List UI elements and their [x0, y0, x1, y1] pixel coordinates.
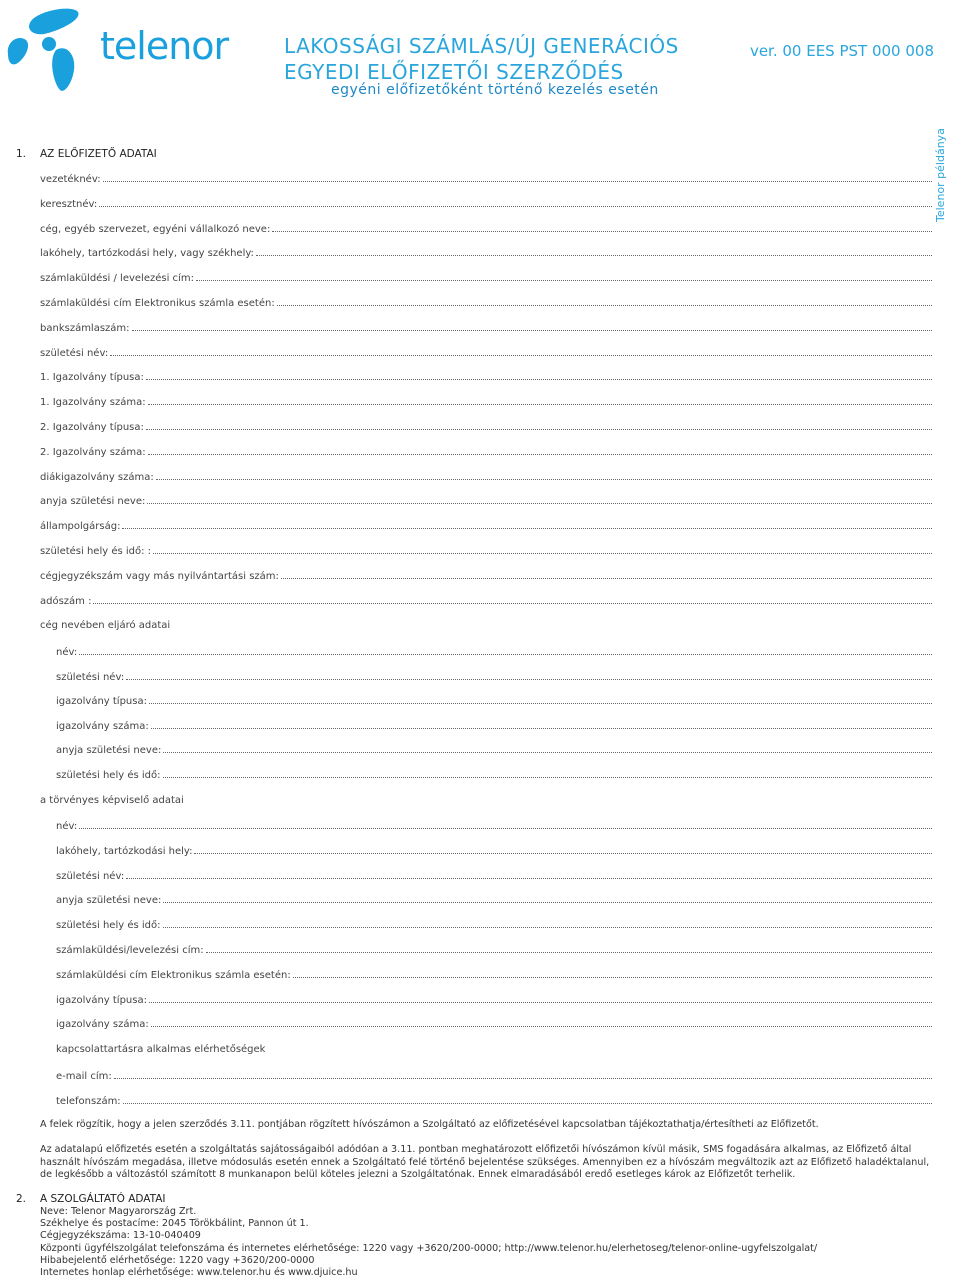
field-label: számlaküldési / levelezési cím: — [40, 273, 194, 285]
form-field[interactable] — [56, 843, 932, 857]
form-field[interactable] — [40, 419, 932, 433]
form-field[interactable] — [56, 742, 932, 756]
field-input-line[interactable] — [110, 354, 932, 356]
field-input-line[interactable] — [281, 577, 932, 579]
form-field[interactable] — [56, 992, 932, 1006]
field-label: anyja születési neve: — [56, 745, 162, 757]
form-field[interactable] — [56, 767, 932, 781]
brand-name: telenor — [100, 24, 229, 68]
field-label: cégjegyzékszám vagy más nyilvántartási szám: — [40, 570, 279, 582]
form-field[interactable] — [40, 593, 932, 607]
form-field[interactable] — [56, 967, 932, 981]
field-input-line[interactable] — [196, 279, 932, 281]
field-input-line[interactable] — [93, 602, 932, 604]
provider-details — [40, 1206, 817, 1279]
field-label: számlaküldési cím Elektronikus számla esetén: — [40, 298, 275, 309]
field-input-line[interactable] — [103, 180, 932, 182]
form-field[interactable] — [40, 295, 932, 309]
field-label: állampolgárság: — [40, 521, 121, 533]
field-label: számlaküldési cím Elektronikus számla esetén: — [56, 969, 291, 981]
field-label: 1. Igazolvány típusa: — [40, 372, 144, 384]
form-field[interactable] — [56, 868, 932, 882]
section-number: 1. — [16, 148, 27, 160]
form-field[interactable] — [40, 568, 932, 582]
provider-customer-service: Központi ügyfélszolgálat telefonszáma és internetes elérhetősége: 1220 vagy +3620/200-0000; http://www.telenor.hu/elerhetoseg/telenor-online-ugyfelszolgalat/ — [40, 1242, 818, 1254]
form-field[interactable] — [56, 1016, 932, 1030]
form-field[interactable] — [40, 518, 932, 532]
form-field[interactable] — [56, 1093, 932, 1107]
field-label: számlaküldési/levelezési cím: — [56, 945, 204, 956]
field-input-line[interactable] — [79, 653, 932, 655]
field-input-line[interactable] — [156, 478, 932, 480]
field-label: születési név: — [56, 870, 125, 882]
field-input-line[interactable] — [123, 1102, 932, 1104]
telenor-logo — [4, 4, 229, 94]
field-input-line[interactable] — [148, 403, 932, 405]
field-label: telefonszám: — [56, 1095, 121, 1107]
form-field[interactable] — [40, 345, 932, 359]
field-input-line[interactable] — [79, 827, 932, 829]
field-input-line[interactable] — [122, 527, 932, 529]
field-label: 2. Igazolvány száma: — [40, 446, 146, 458]
field-input-line[interactable] — [163, 751, 932, 753]
field-input-line[interactable] — [163, 776, 933, 778]
field-label: keresztnév: — [40, 198, 98, 210]
note-paragraph-2: Az adatalapú előfizetés esetén a szolgáltatás sajátosságaiból adódóan a 3.11. pontban meghatározott előfizetői hívószámon kívül másik, SMS fogadására alkalmas, az Előfizető által használt hívószám megadása, illetve módosulás esetén ennek a Szolgáltató felé történő bejelentése szükséges. Amennyiben ez a hívószám megváltozik azt az Előfizető haladéktalanul, de legkésőbb a változástól számított 8 munkanapon belül köteles jelezni a Szolgáltatónak. Ennek elmaradásából eredő esetleges károk az Előfizetőt terhelik. — [40, 1144, 930, 1180]
provider-registry: Cégjegyzékszáma: 13-10-040409 — [40, 1230, 201, 1242]
provider-name: Neve: Telenor Magyarország Zrt. — [40, 1206, 197, 1217]
field-label: 1. Igazolvány száma: — [40, 397, 146, 409]
form-field[interactable] — [40, 369, 932, 383]
field-label: anyja születési neve: — [40, 496, 146, 508]
field-input-line[interactable] — [149, 702, 932, 704]
provider-website: Internetes honlap elérhetősége: www.telenor.hu és www.djuice.hu — [40, 1267, 358, 1279]
provider-address: Székhelye és postacíme: 2045 Törökbálint, Pannon út 1. — [40, 1218, 309, 1230]
field-input-line[interactable] — [146, 378, 932, 380]
form-field[interactable] — [40, 221, 932, 235]
field-label: e-mail cím: — [56, 1071, 112, 1082]
legal-rep-heading: a törvényes képviselő adatai — [40, 795, 184, 806]
field-label: név: — [56, 647, 78, 658]
field-input-line[interactable] — [132, 329, 932, 331]
field-label: lakóhely, tartózkodási hely: — [56, 845, 193, 857]
note-paragraph-1: A felek rögzítik, hogy a jelen szerződés 3.11. pontjában rögzített hívószámon a Szolgáltató az előfizetésével kapcsolatban tájékoztathatja/értesítheti az Előfizetőt. — [40, 1119, 819, 1130]
field-input-line[interactable] — [126, 877, 932, 879]
field-label: születési hely és idő: : — [40, 546, 152, 557]
field-input-line[interactable] — [148, 453, 932, 455]
field-label: cég, egyéb szervezet, egyéni vállalkozó neve: — [40, 223, 271, 235]
field-input-line[interactable] — [163, 926, 933, 928]
field-label: adószám : — [40, 595, 92, 607]
field-input-line[interactable] — [126, 678, 932, 680]
form-field[interactable] — [40, 444, 932, 458]
field-label: születési név: — [56, 671, 125, 683]
field-input-line[interactable] — [272, 230, 932, 232]
field-label: bankszámlaszám: — [40, 322, 130, 334]
field-input-line[interactable] — [146, 428, 932, 430]
form-field[interactable] — [56, 917, 932, 931]
document-subtitle: EGYEDI ELŐFIZETŐI SZERZŐDÉS — [284, 60, 624, 84]
form-field[interactable] — [40, 196, 932, 210]
contact-heading: kapcsolattartásra alkalmas elérhetőségek — [56, 1044, 266, 1055]
form-field[interactable] — [56, 693, 932, 707]
form-field[interactable] — [56, 644, 932, 658]
provider-fault-report: Hibabejelentő elérhetősége: 1220 vagy +3620/200-0000 — [40, 1254, 315, 1266]
document-title: LAKOSSÁGI SZÁMLÁS/ÚJ GENERÁCIÓS — [284, 34, 679, 58]
form-field[interactable] — [56, 818, 932, 832]
form-field[interactable] — [56, 669, 932, 683]
document-tagline: egyéni előfizetőként történő kezelés esetén — [331, 82, 659, 98]
field-label: lakóhely, tartózkodási hely, vagy székhely: — [40, 248, 254, 260]
field-label: születési hely és idő: — [56, 770, 161, 781]
section-number: 2. — [16, 1193, 27, 1205]
field-input-line[interactable] — [163, 901, 932, 903]
field-input-line[interactable] — [151, 727, 932, 729]
form-field[interactable] — [40, 270, 932, 284]
form-field[interactable] — [56, 892, 932, 906]
form-field[interactable] — [56, 942, 932, 956]
field-input-line[interactable] — [293, 976, 932, 978]
version-label: ver. 00 EES PST 000 008 — [749, 42, 934, 60]
form-field[interactable] — [40, 171, 932, 185]
field-input-line[interactable] — [153, 552, 932, 554]
field-label: igazolvány száma: — [56, 720, 149, 732]
field-label: anyja születési neve: — [56, 895, 162, 907]
field-input-line[interactable] — [147, 502, 932, 504]
field-label: 2. Igazolvány típusa: — [40, 422, 144, 433]
field-input-line[interactable] — [151, 1025, 932, 1027]
field-label: igazolvány száma: — [56, 1019, 149, 1031]
field-label: vezetéknév: — [40, 174, 101, 185]
side-label: Telenor példánya — [934, 128, 947, 222]
field-label: születési név: — [40, 347, 109, 359]
field-label: diákigazolvány száma: — [40, 471, 154, 483]
field-label: igazolvány típusa: — [56, 696, 147, 708]
form-field[interactable] — [40, 394, 932, 408]
form-field[interactable] — [56, 1068, 932, 1082]
field-input-line[interactable] — [149, 1001, 932, 1003]
form-field[interactable] — [56, 718, 932, 732]
field-label: név: — [56, 821, 78, 832]
form-field[interactable] — [40, 245, 932, 259]
field-input-line[interactable] — [114, 1077, 932, 1079]
telenor-propeller-icon — [8, 9, 79, 91]
field-input-line[interactable] — [99, 205, 932, 207]
field-input-line[interactable] — [206, 951, 932, 953]
field-input-line[interactable] — [256, 254, 932, 256]
form-field[interactable] — [40, 493, 932, 507]
field-input-line[interactable] — [194, 852, 932, 854]
field-input-line[interactable] — [277, 304, 932, 306]
form-field[interactable] — [40, 543, 932, 557]
field-label: születési hely és idő: — [56, 920, 161, 932]
field-label: igazolvány típusa: — [56, 994, 147, 1006]
section-title: A SZOLGÁLTATÓ ADATAI — [40, 1193, 166, 1205]
form-field[interactable] — [40, 469, 932, 483]
form-field[interactable] — [40, 320, 932, 334]
section-title: AZ ELŐFIZETŐ ADATAI — [40, 148, 157, 160]
company-rep-heading: cég nevében eljáró adatai — [40, 620, 171, 631]
